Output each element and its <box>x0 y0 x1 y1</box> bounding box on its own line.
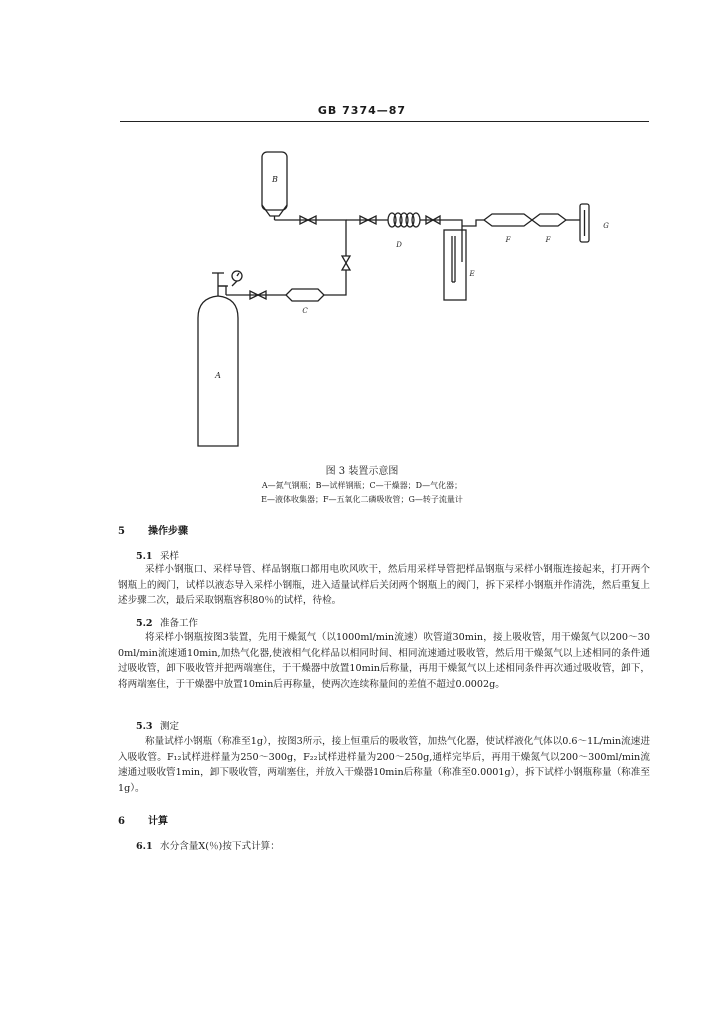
section-number: 6 <box>118 816 125 827</box>
subsection-title: 测定 <box>160 721 180 732</box>
pipe-network <box>218 220 580 295</box>
figure-legend-line1: A—氮气钢瓶；B—试样钢瓶；C—干燥器；D—气化器； <box>261 481 463 490</box>
label-a: A <box>215 371 221 380</box>
label-b: B <box>272 175 278 184</box>
figure-caption: 图 3 装置示意图 <box>325 466 399 477</box>
dryer-c <box>286 289 324 301</box>
section-5-3-heading <box>136 718 179 732</box>
standard-code-header: GB 7374—87 <box>317 104 407 117</box>
section-5-heading <box>118 522 188 537</box>
label-e: E <box>469 270 475 278</box>
subsection-number: 6.1 <box>136 841 153 852</box>
label-g: G <box>603 222 609 230</box>
subsection-title: 采样 <box>160 551 180 562</box>
nitrogen-cylinder-a <box>198 271 242 446</box>
valve-3 <box>342 256 350 270</box>
rotameter-g <box>580 204 589 242</box>
section-5-3-paragraph: 称量试样小钢瓶（称准至1g），按图3所示，接上恒重后的吸收管，加热气化器，使试样液化气体以0.6～1L/min流速进入吸收管。F₁₂试样进样量为250～300g，F₂₂试样进样量为200～250g,通样完毕后，再用干燥氮气以200～300ml/min流速通过吸收管1min，卸下吸收管，两端塞住，并放入干燥器10min后称量（称准至0.0001g），拆下试样小钢瓶称量（称准至1g）。 <box>118 736 650 794</box>
section-number: 5 <box>118 526 125 537</box>
subsection-number: 5.2 <box>136 618 153 629</box>
apparatus-diagram <box>0 0 724 470</box>
section-5-1-heading <box>136 548 179 562</box>
absorption-tubes-f <box>484 214 566 226</box>
subsection-number: 5.1 <box>136 551 153 562</box>
section-6-1-line <box>136 838 280 852</box>
formula-intro-text: 水分含量X(％)按下式计算： <box>160 841 280 852</box>
subsection-number: 5.3 <box>136 721 153 732</box>
label-f2: F <box>545 236 551 244</box>
figure-legend-line2: E—液体收集器；F—五氧化二磷吸收管；G—转子流量计 <box>261 495 463 504</box>
vaporizer-coil-d <box>388 213 420 227</box>
section-5-2-paragraph: 将采样小钢瓶按图3装置，先用干燥氮气（以1000ml/min流速）吹管道30min，接上吸收管，用干燥氮气以200～300ml/min流速通10min,加热气化器,使液相气化样品以相同时间、相同流速通过吸收管，然后用干燥氮气以上述相同的条件通过吸收管，卸下吸收管并把两端塞住，于干燥器中放置10min后称量，再用干燥氮气以上述相同条件再次通过吸收管，卸下，将两端塞住，于干燥器中放置10min后再称量，使两次连续称量间的差值不超过0.0002g。 <box>118 632 650 690</box>
label-f1: F <box>505 236 511 244</box>
label-d: D <box>396 241 402 249</box>
section-title: 计算 <box>148 816 168 827</box>
label-c: C <box>302 307 308 315</box>
section-5-1-paragraph: 采样小钢瓶口、采样导管、样品钢瓶口都用电吹风吹干，然后用采样导管把样品钢瓶与采样小钢瓶连接起来，打开两个钢瓶上的阀门，试样以液态导入采样小钢瓶，进入适量试样后关闭两个钢瓶上的阀门，拆下采样小钢瓶并作清洗，然后重复上述步骤二次，最后采取钢瓶容积80％的试样，待检。 <box>118 564 650 606</box>
section-5-2-heading <box>136 615 198 629</box>
section-title: 操作步骤 <box>148 526 188 537</box>
sample-cylinder-b <box>262 152 287 220</box>
subsection-title: 准备工作 <box>160 618 199 629</box>
liquid-collector-e <box>444 230 466 300</box>
section-6-heading <box>118 812 168 827</box>
